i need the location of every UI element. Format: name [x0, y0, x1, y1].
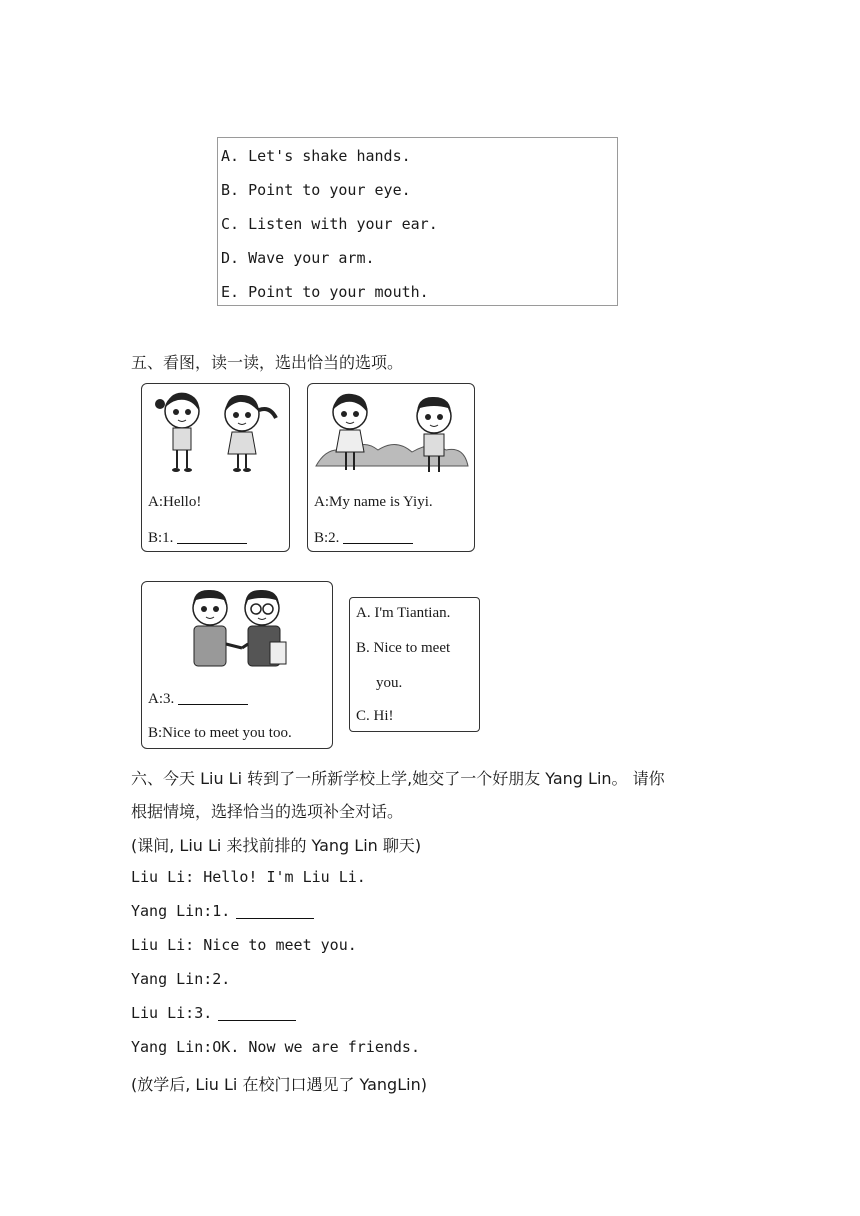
dialog-line-1: Liu Li: Hello! I'm Liu Li. [131, 868, 366, 886]
picture-panel-1 [141, 383, 290, 552]
dialog-line-6: Yang Lin:OK. Now we are friends. [131, 1038, 420, 1056]
picture-panel-3 [141, 581, 333, 749]
option-c: C. Listen with your ear. [221, 215, 438, 233]
choice-b-line2: you. [376, 675, 403, 691]
choice-c: C. Hi! [356, 708, 394, 724]
choice-b-line1: B. Nice to meet [356, 640, 451, 656]
section6-context2: (放学后, Liu Li 在校门口遇见了 YangLin) [131, 1075, 427, 1094]
dialog-line-5-row [131, 1004, 296, 1022]
section5-heading: 五、看图，读一读，选出恰当的选项。 [131, 353, 404, 372]
answer-blank [178, 690, 248, 705]
option-a: A. Let's shake hands. [221, 147, 411, 165]
section6-context1: (课间, Liu Li 来找前排的 Yang Lin 聊天) [131, 836, 422, 855]
option-e: E. Point to your mouth. [221, 283, 429, 301]
picture-panel-2 [307, 383, 475, 552]
answer-blank [177, 529, 247, 544]
choice-a: A. I'm Tiantian. [356, 605, 451, 621]
answer-blank [343, 529, 413, 544]
dialog-line-3: Liu Li: Nice to meet you. [131, 936, 357, 954]
dialog-line-2-row [131, 902, 314, 920]
panel3-line-b: B:Nice to meet you too. [148, 725, 292, 741]
answer-blank [236, 902, 314, 919]
park-greeting-illustration [308, 384, 476, 494]
option-b: B. Point to your eye. [221, 181, 411, 199]
dialog-line-2: Yang Lin:1. [131, 902, 231, 920]
choice-box [349, 597, 480, 732]
section6-heading-line1: 六、今天 Liu Li 转到了一所新学校上学,她交了一个好朋友 Yang Lin。 请你 [131, 769, 665, 788]
option-box [217, 137, 618, 306]
option-d: D. Wave your arm. [221, 249, 375, 267]
panel3-line-a: A:3. [148, 691, 175, 707]
answer-blank [218, 1004, 296, 1021]
panel2-line-a: A:My name is Yiyi. [314, 494, 433, 510]
panel1-line-b: B:1. [148, 530, 174, 546]
panel1-line-b-row [148, 529, 247, 547]
panel1-line-a: A:Hello! [148, 494, 202, 510]
girls-greeting-illustration [142, 384, 291, 494]
panel2-line-b: B:2. [314, 530, 340, 546]
panel3-line-a-row [148, 690, 248, 708]
dialog-line-4: Yang Lin:2. [131, 970, 231, 988]
dialog-line-5: Liu Li:3. [131, 1004, 213, 1022]
boys-handshake-illustration [142, 582, 334, 682]
section6-heading-line2: 根据情境，选择恰当的选项补全对话。 [131, 802, 404, 821]
panel2-line-b-row [314, 529, 413, 547]
